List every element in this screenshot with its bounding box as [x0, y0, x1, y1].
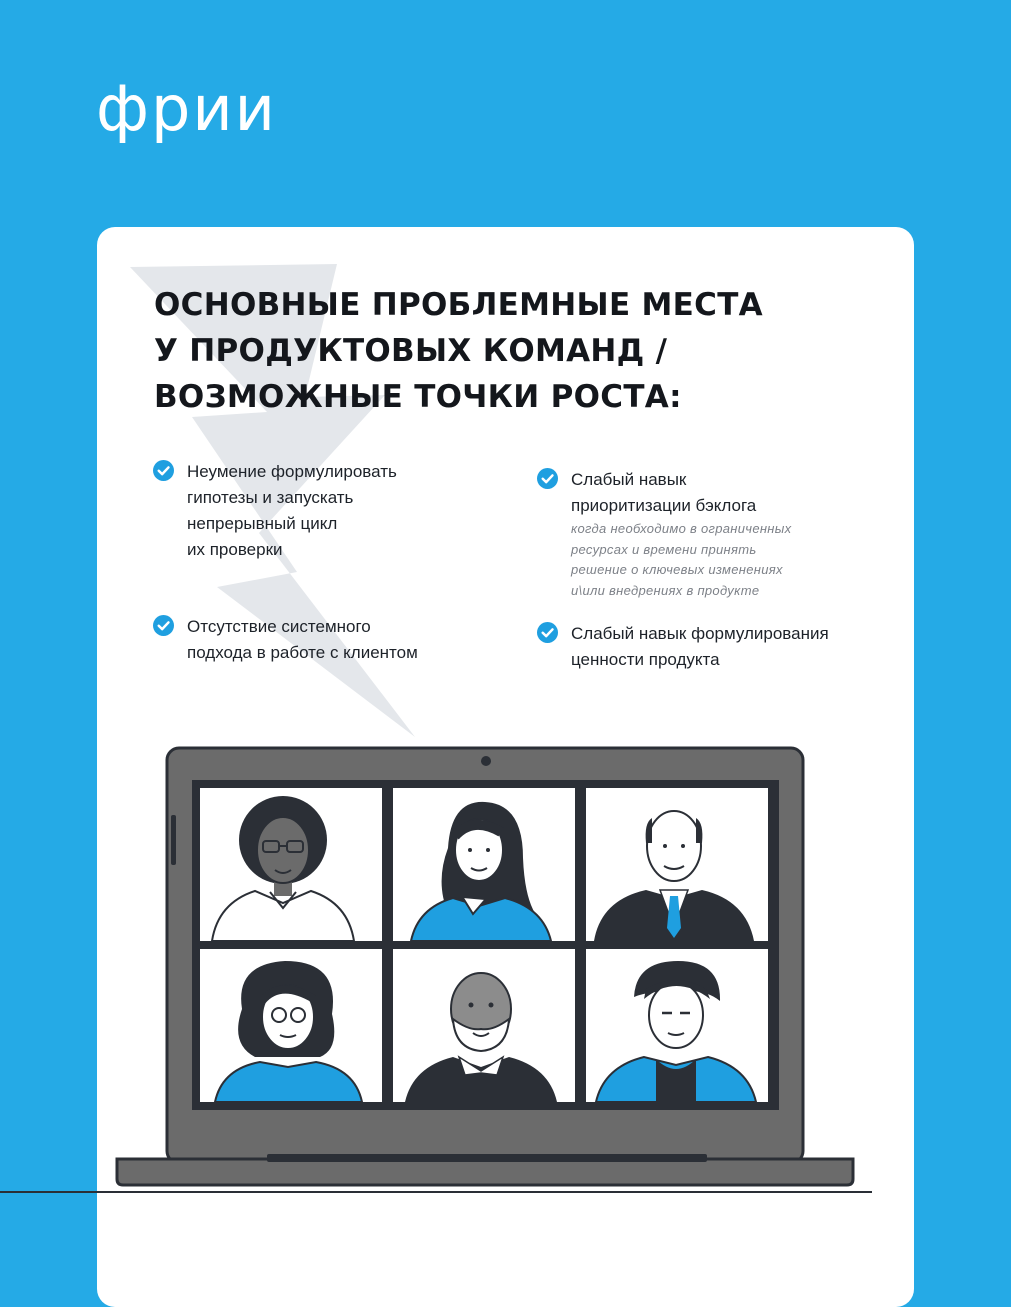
item-line: Слабый навык формулирования [571, 624, 829, 643]
item-line: Неумение формулировать [187, 462, 397, 481]
ground-line [0, 1191, 872, 1193]
participant-tile [586, 949, 768, 1102]
item-line: гипотезы и запускать [187, 488, 354, 507]
item-line: их проверки [187, 540, 283, 559]
note-line: решение о ключевых изменениях [571, 562, 783, 577]
item-line: приоритизации бэклога [571, 496, 757, 515]
participant-tile [586, 788, 768, 941]
note-line: когда необходимо в ограниченных [571, 521, 792, 536]
brand-logo: фрии [96, 72, 277, 145]
note-line: ресурсах и времени принять [571, 541, 757, 557]
content-card [97, 227, 914, 1307]
participant-tile [200, 788, 382, 941]
participant-tile [200, 949, 382, 1102]
note-line: и\или внедрениях в продукте [571, 582, 760, 598]
participant-tile [393, 949, 575, 1102]
item-line: непрерывный цикл [187, 514, 338, 533]
item-line: подхода в работе с клиентом [187, 643, 418, 662]
item-line: ценности продукта [571, 650, 720, 669]
item-line: Отсутствие системного [187, 617, 371, 636]
participant-tile [393, 788, 575, 941]
laptop-video-call-illustration [97, 227, 914, 1307]
title-line: ОСНОВНЫЕ ПРОБЛЕМНЫЕ МЕСТА [154, 287, 763, 323]
title-line: У ПРОДУКТОВЫХ КОМАНД / [154, 333, 668, 369]
title-line: ВОЗМОЖНЫЕ ТОЧКИ РОСТА: [154, 379, 682, 415]
item-line: Слабый навык [571, 470, 687, 489]
